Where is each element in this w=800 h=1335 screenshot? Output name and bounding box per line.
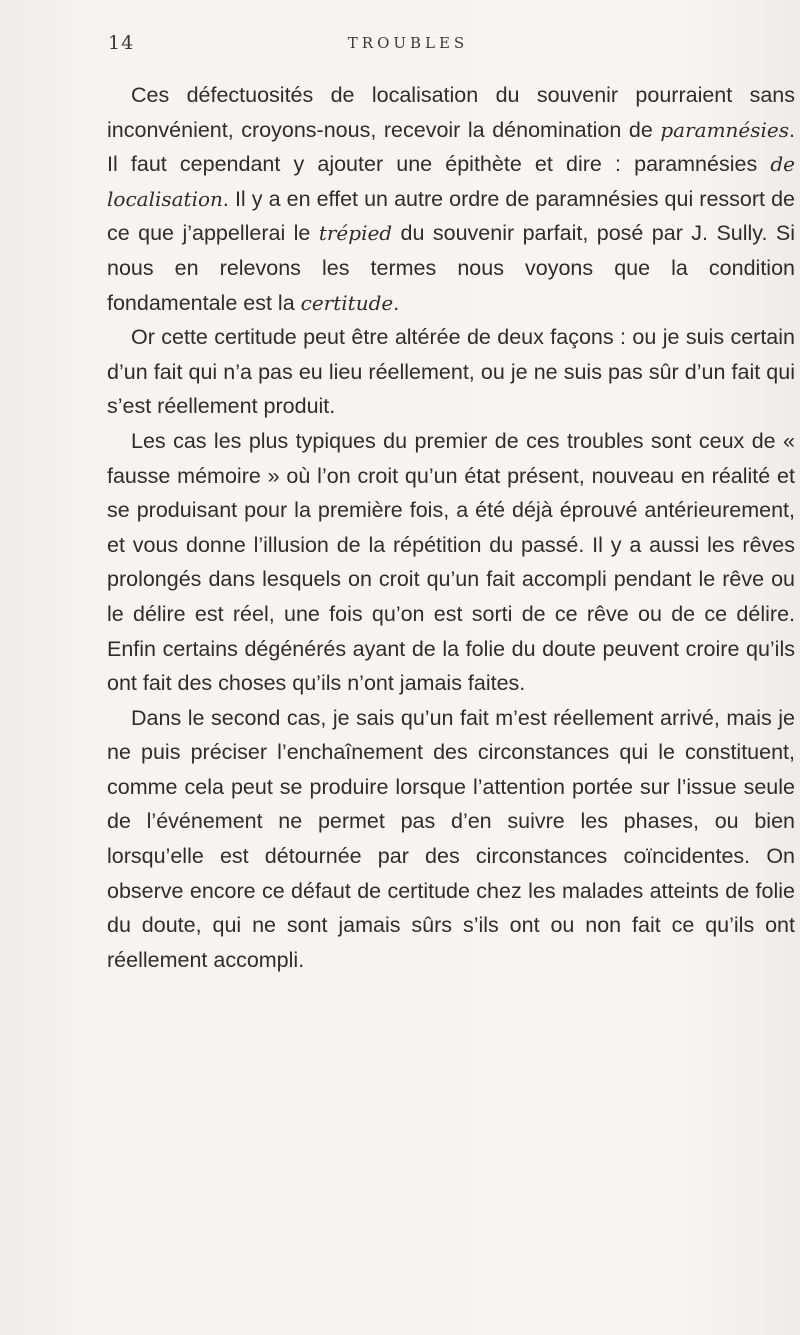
italic-term: certitude xyxy=(300,290,394,315)
paragraph xyxy=(107,320,795,424)
text-segment: . Il y a en effet un autre ordre de paramnésies qui ressort de ce que j’appellerai le xyxy=(107,186,795,246)
paragraph xyxy=(107,78,795,320)
body-text xyxy=(107,78,795,977)
text-segment: . xyxy=(393,290,400,315)
text-segment: Or cette certitude peut être altérée de deux façons : ou je suis certain d’un fait qui n’a pas eu lieu réellement, ou je ne suis pas sûr d’un fait qui s’est réellement produit. xyxy=(107,325,795,419)
text-segment: . Il faut cependant y ajouter une épithète et dire : paramnésies xyxy=(107,117,795,177)
page-number: 14 xyxy=(108,32,135,54)
paragraph xyxy=(107,424,795,701)
text-segment: Ces défectuosités de localisation du souvenir pourraient sans inconvénient, croyons-nous, recevoir la dénomination de xyxy=(107,83,795,142)
text-segment: Dans le second cas, je sais qu’un fait m’est réellement arrivé, mais je ne puis préciser l’enchaînement des circonstances qui le constituent, comme cela peut se produire lorsque l’attention portée sur l’issue seule de l’événement ne permet pas d’en suivre les phases, ou bien lorsqu’elle est détournée par des circonstances coïncidentes. On observe encore ce défaut de certitude chez les malades atteints de folie du doute, qui ne sont jamais sûrs s’ils ont ou non fait ce qu’ils ont réellement accompli. xyxy=(107,705,795,972)
running-head xyxy=(108,28,708,62)
text-segment: Les cas les plus typiques du premier de ces troubles sont ceux de « fausse mémoire » où l’on croit qu’un état présent, nouveau en réalité et se produisant pour la première fois, a été déjà éprouvé antérieurement, et vous donne l’illusion de la répétition du passé. Il y a aussi les rêves prolongés dans lesquels on croit qu’un fait accompli pendant le rêve ou le délire est réel, une fois qu’on est sorti de ce rêve ou de ce délire. Enfin certains dégénérés ayant de la folie du doute peuvent croire qu’ils ont fait des choses qu’ils n’ont jamais faites. xyxy=(107,428,795,696)
italic-term: paramnésies xyxy=(660,117,790,142)
running-title: TROUBLES xyxy=(347,34,469,52)
italic-term: trépied xyxy=(318,221,393,246)
italic-term: de localisation xyxy=(107,152,795,211)
paragraph xyxy=(107,701,795,978)
text-segment: du souvenir parfait, posé par J. Sully. Si nous en relevons les termes nous voyons que la condition fondamentale est la xyxy=(107,221,795,315)
